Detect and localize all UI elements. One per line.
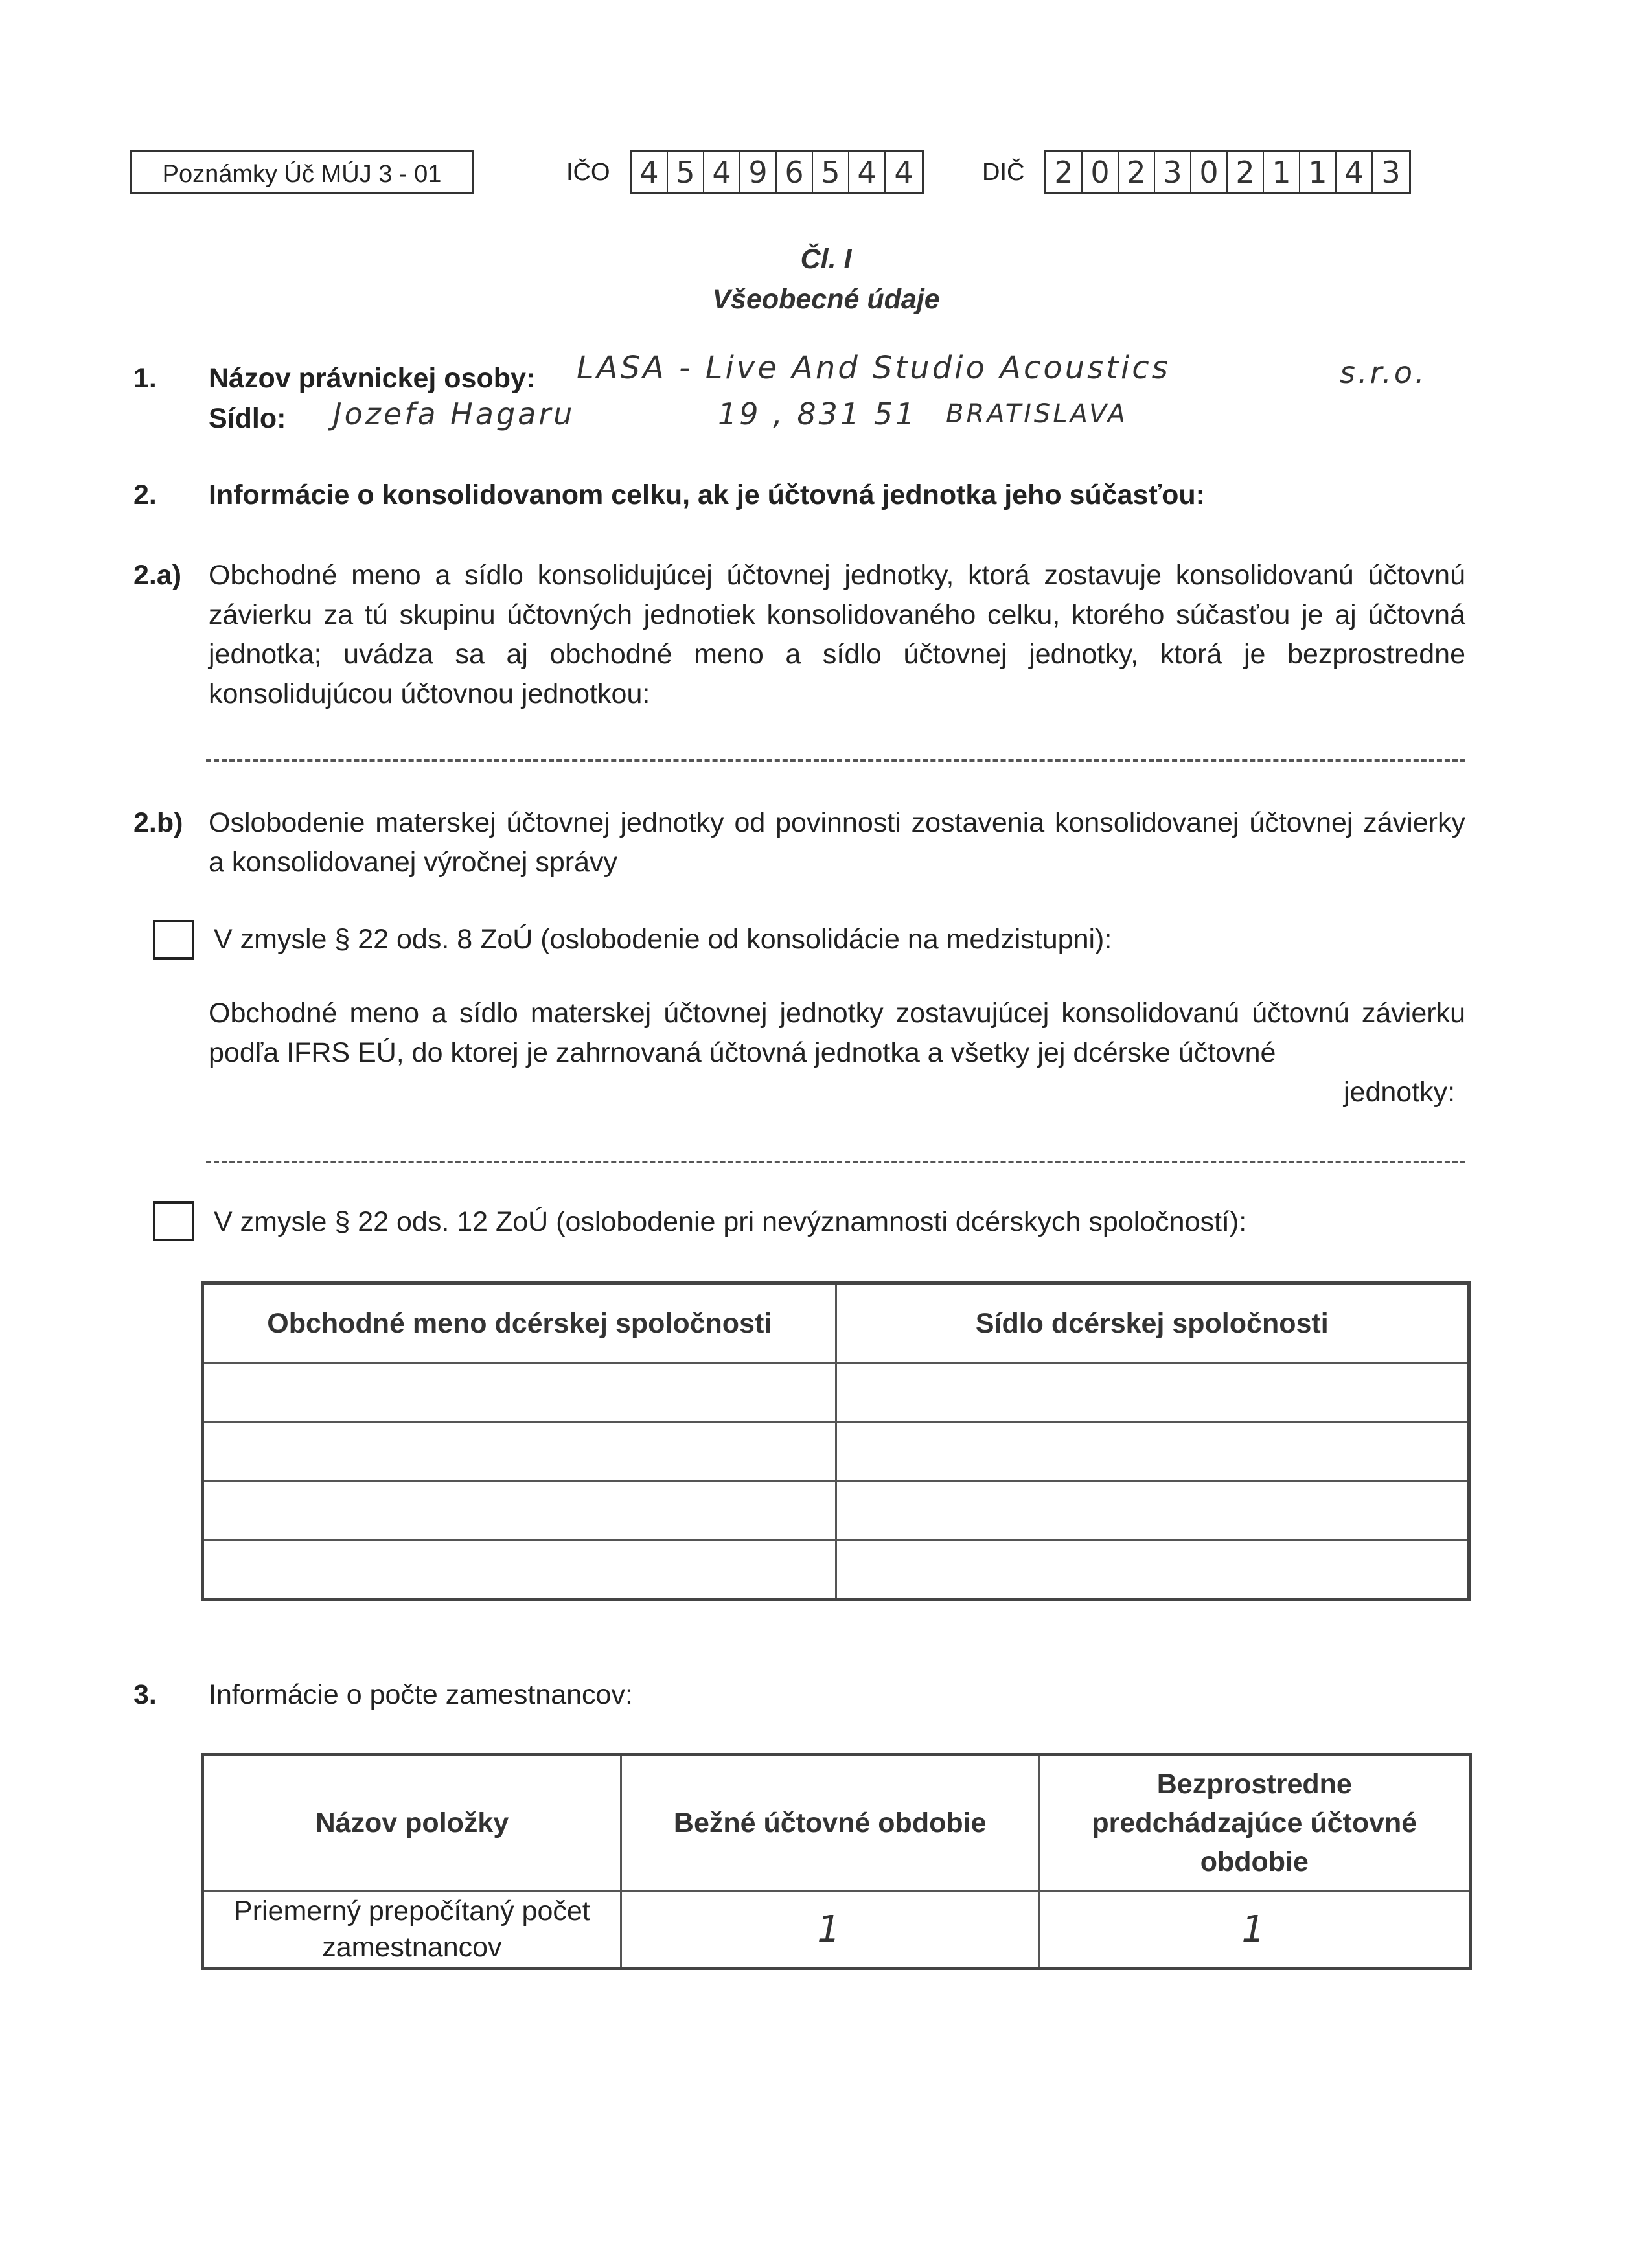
subs-col-seat: Sídlo dcérskej spoločnosti <box>836 1283 1469 1364</box>
company-name-label: Názov právnickej osoby: <box>209 363 536 394</box>
dic-digit[interactable]: 0 <box>1191 152 1228 192</box>
seat-label: Sídlo: <box>209 403 286 434</box>
section2b-text: Oslobodenie materskej účtovnej jednotky od povinnosti zostavenia konsolidovanej účtovnej závierky a konsolidovanej výročnej správy <box>209 807 1465 878</box>
subs-cell[interactable] <box>836 1541 1469 1599</box>
article-number: Čl. I <box>800 244 852 275</box>
subs-cell[interactable] <box>203 1482 836 1541</box>
subs-cell[interactable] <box>203 1423 836 1482</box>
subs-col-name: Obchodné meno dcérskej spoločnosti <box>203 1283 836 1364</box>
ico-digit[interactable]: 4 <box>632 152 668 192</box>
dic-digit[interactable]: 3 <box>1155 152 1191 192</box>
section3-number: 3. <box>133 1679 157 1710</box>
employees-table <box>201 1753 1472 1970</box>
section2a-fill-line[interactable] <box>206 759 1465 762</box>
subs-cell[interactable] <box>836 1364 1469 1423</box>
ico-digit[interactable]: 4 <box>704 152 740 192</box>
section2a-text: Obchodné meno a sídlo konsolidujúcej účtovnej jednotky, ktorá zostavuje konsolidovanú účtovnú závierku za tú skupinu účtovných jednotiek konsolidovaného celku, ktorého súčasťou je aj účtovná jednotka; uvádza sa aj obchodné meno a sídlo účtovnej jednotky, ktorá je bezprostredne konsolidujúcou účtovnou jednotkou: <box>209 560 1465 709</box>
dic-field[interactable] <box>1044 150 1411 194</box>
section2-number: 2. <box>133 479 157 510</box>
option2-checkbox[interactable] <box>153 1201 194 1241</box>
dic-digit[interactable]: 1 <box>1264 152 1300 192</box>
ico-digit[interactable]: 9 <box>740 152 777 192</box>
emp-previous-value[interactable]: 1 <box>1039 1891 1470 1969</box>
dic-digit[interactable]: 0 <box>1083 152 1119 192</box>
option1-text: Obchodné meno a sídlo materskej účtovnej jednotky zostavujúcej konsolidovanú účtovnú závierku podľa IFRS EÚ, do ktorej je zahrnovaná účtovná jednotka a všetky jej dcérske účtovné <box>209 998 1465 1068</box>
company-name-suffix[interactable]: s.r.o. <box>1340 355 1427 390</box>
section3-title: Informácie o počte zamestnancov: <box>209 1679 633 1710</box>
dic-digit[interactable]: 4 <box>1337 152 1373 192</box>
seat-street[interactable]: Jozefa Hagaru <box>333 396 575 431</box>
section2-title: Informácie o konsolidovanom celku, ak je účtovná jednotka jeho súčasťou: <box>209 479 1205 510</box>
section1-number: 1. <box>133 363 157 394</box>
form-label: Poznámky Úč MÚJ 3 - 01 <box>130 150 474 194</box>
dic-digit[interactable]: 2 <box>1046 152 1083 192</box>
option1-checkbox[interactable] <box>153 920 194 960</box>
ico-digit[interactable]: 4 <box>849 152 886 192</box>
emp-col-item: Názov položky <box>203 1755 621 1891</box>
ico-digit[interactable]: 4 <box>894 155 913 190</box>
option1-label: V zmysle § 22 ods. 8 ZoÚ (oslobodenie od konsolidácie na medzistupni): <box>214 924 1112 955</box>
subs-cell[interactable] <box>836 1423 1469 1482</box>
ico-digit[interactable]: 5 <box>668 152 704 192</box>
subs-cell[interactable] <box>203 1541 836 1599</box>
subs-cell[interactable] <box>203 1364 836 1423</box>
emp-col-current: Bežné účtovné obdobie <box>621 1755 1039 1891</box>
ico-digit[interactable]: 6 <box>777 152 813 192</box>
dic-digit[interactable]: 2 <box>1119 152 1155 192</box>
dic-label: DIČ <box>982 159 1025 186</box>
subsidiaries-table <box>201 1281 1471 1601</box>
option2-label: V zmysle § 22 ods. 12 ZoÚ (oslobodenie pri nevýznamnosti dcérskych spoločností): <box>214 1206 1247 1237</box>
ico-digit[interactable]: 5 <box>813 152 849 192</box>
ico-field[interactable] <box>630 150 924 194</box>
ico-label: IČO <box>566 159 610 186</box>
article-title: Všeobecné údaje <box>712 284 940 315</box>
seat-number[interactable]: 19 , 831 51 <box>718 396 917 431</box>
emp-row-label: Priemerný prepočítaný počet zamestnancov <box>203 1891 621 1969</box>
option1-fill-line[interactable] <box>206 1161 1465 1163</box>
dic-digit[interactable]: 2 <box>1228 152 1264 192</box>
company-name-value[interactable]: LASA - Live And Studio Acoustics <box>577 350 1171 386</box>
emp-col-previous: Bezprostredne predchádzajúce účtovné obdobie <box>1039 1755 1470 1891</box>
emp-current-value[interactable]: 1 <box>621 1891 1039 1969</box>
seat-city[interactable]: BRATISLAVA <box>946 399 1128 429</box>
section2b-label: 2.b) <box>133 807 183 838</box>
dic-digit[interactable]: 3 <box>1381 155 1401 190</box>
subs-cell[interactable] <box>836 1482 1469 1541</box>
section2a-label: 2.a) <box>133 560 182 591</box>
option1-text-end: jednotky: <box>1344 1077 1456 1108</box>
dic-digit[interactable]: 1 <box>1300 152 1337 192</box>
